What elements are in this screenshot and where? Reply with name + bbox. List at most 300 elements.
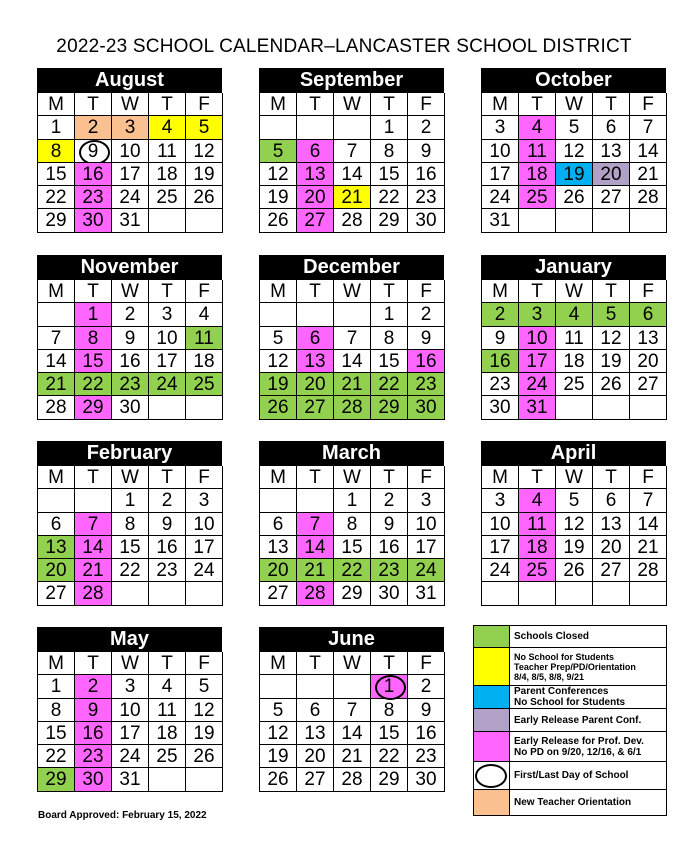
weekday-header: M xyxy=(260,93,297,116)
day-cell: 2 xyxy=(408,116,445,139)
weekday-header: F xyxy=(630,93,667,116)
day-cell: 19 xyxy=(186,722,223,745)
weekday-header: F xyxy=(408,93,445,116)
day-cell: 31 xyxy=(519,396,556,419)
legend-text xyxy=(510,732,666,761)
day-cell: 16 xyxy=(75,722,112,745)
day-cell: 31 xyxy=(482,209,519,232)
day-cell: 29 xyxy=(371,209,408,232)
month-grid xyxy=(259,279,444,420)
day-cell: 27 xyxy=(38,582,75,605)
empty-cell xyxy=(297,489,334,512)
empty-cell xyxy=(482,582,519,605)
day-cell: 23 xyxy=(408,373,445,396)
empty-cell xyxy=(75,489,112,512)
day-cell: 1 xyxy=(38,675,75,698)
day-cell: 22 xyxy=(38,745,75,768)
empty-cell xyxy=(630,396,667,419)
empty-cell xyxy=(260,489,297,512)
day-cell: 7 xyxy=(38,327,75,350)
weekday-header: T xyxy=(297,466,334,489)
weekday-header: T xyxy=(297,652,334,675)
day-cell: 14 xyxy=(334,722,371,745)
legend-line: No School for Students xyxy=(514,651,614,662)
day-cell: 26 xyxy=(186,745,223,768)
day-cell: 29 xyxy=(371,396,408,419)
day-cell: 24 xyxy=(186,559,223,582)
day-cell: 14 xyxy=(75,536,112,559)
day-cell: 12 xyxy=(556,140,593,163)
day-cell: 13 xyxy=(297,350,334,373)
day-cell: 4 xyxy=(519,489,556,512)
day-cell: 1 xyxy=(38,116,75,139)
day-cell: 23 xyxy=(75,745,112,768)
day-cell: 5 xyxy=(186,675,223,698)
day-cell: 12 xyxy=(260,722,297,745)
day-cell: 26 xyxy=(186,186,223,209)
day-cell: 27 xyxy=(297,209,334,232)
weekday-header: F xyxy=(186,466,223,489)
day-cell: 27 xyxy=(297,396,334,419)
day-cell: 6 xyxy=(593,116,630,139)
weekday-header: M xyxy=(38,652,75,675)
weekday-header: M xyxy=(260,652,297,675)
day-cell: 8 xyxy=(75,327,112,350)
day-cell: 21 xyxy=(38,373,75,396)
day-cell: 14 xyxy=(630,513,667,536)
empty-cell xyxy=(38,489,75,512)
weekday-header: W xyxy=(556,93,593,116)
day-cell: 2 xyxy=(408,303,445,326)
day-cell: 21 xyxy=(334,745,371,768)
day-cell: 14 xyxy=(334,350,371,373)
day-cell: 25 xyxy=(519,559,556,582)
day-cell: 9 xyxy=(408,327,445,350)
empty-cell xyxy=(186,396,223,419)
day-cell: 8 xyxy=(112,513,149,536)
legend-swatch xyxy=(474,762,510,789)
empty-cell xyxy=(186,209,223,232)
day-cell: 26 xyxy=(556,559,593,582)
day-cell: 9 xyxy=(75,140,112,163)
month-february xyxy=(37,441,222,606)
month-grid xyxy=(259,651,444,792)
day-cell: 18 xyxy=(149,163,186,186)
day-cell: 11 xyxy=(149,699,186,722)
legend-text xyxy=(510,790,666,815)
day-cell: 13 xyxy=(630,327,667,350)
day-cell: 24 xyxy=(112,745,149,768)
empty-cell xyxy=(556,396,593,419)
day-cell: 3 xyxy=(149,303,186,326)
empty-cell xyxy=(260,116,297,139)
weekday-header: M xyxy=(260,280,297,303)
empty-cell xyxy=(149,396,186,419)
weekday-header: T xyxy=(75,280,112,303)
day-cell: 13 xyxy=(260,536,297,559)
day-cell: 30 xyxy=(75,209,112,232)
day-cell: 2 xyxy=(75,116,112,139)
day-cell: 28 xyxy=(297,582,334,605)
month-name: May xyxy=(37,627,222,651)
month-grid xyxy=(481,465,666,606)
day-cell: 5 xyxy=(260,327,297,350)
weekday-header: W xyxy=(556,280,593,303)
day-cell: 1 xyxy=(112,489,149,512)
day-cell: 20 xyxy=(38,559,75,582)
day-cell: 7 xyxy=(75,513,112,536)
weekday-header: F xyxy=(408,652,445,675)
day-cell: 18 xyxy=(186,350,223,373)
month-november xyxy=(37,255,222,420)
day-cell: 20 xyxy=(297,373,334,396)
day-cell: 29 xyxy=(334,582,371,605)
day-cell: 24 xyxy=(482,186,519,209)
day-cell: 25 xyxy=(556,373,593,396)
day-cell: 10 xyxy=(482,140,519,163)
day-cell: 13 xyxy=(297,163,334,186)
day-cell: 24 xyxy=(482,559,519,582)
weekday-header: M xyxy=(482,466,519,489)
day-cell: 21 xyxy=(297,559,334,582)
weekday-header: T xyxy=(519,93,556,116)
day-cell: 19 xyxy=(260,373,297,396)
day-cell: 20 xyxy=(593,163,630,186)
day-cell: 4 xyxy=(519,116,556,139)
day-cell: 1 xyxy=(371,303,408,326)
day-cell: 9 xyxy=(482,327,519,350)
day-cell: 6 xyxy=(260,513,297,536)
day-cell: 8 xyxy=(38,140,75,163)
day-cell: 30 xyxy=(408,768,445,791)
weekday-header: W xyxy=(334,280,371,303)
day-cell: 11 xyxy=(519,140,556,163)
day-cell: 13 xyxy=(38,536,75,559)
month-name: March xyxy=(259,441,444,465)
month-grid xyxy=(37,465,222,606)
weekday-header: M xyxy=(482,93,519,116)
day-cell: 27 xyxy=(260,582,297,605)
legend-line: 8/4, 8/5, 8/8, 9/21 xyxy=(514,671,585,682)
day-cell: 8 xyxy=(334,513,371,536)
weekday-header: F xyxy=(186,652,223,675)
day-cell: 7 xyxy=(334,140,371,163)
legend-item xyxy=(474,626,667,648)
day-cell: 17 xyxy=(519,350,556,373)
weekday-header: F xyxy=(408,466,445,489)
day-cell: 16 xyxy=(112,350,149,373)
weekday-header: T xyxy=(75,466,112,489)
day-cell: 15 xyxy=(75,350,112,373)
day-cell: 23 xyxy=(408,186,445,209)
day-cell: 31 xyxy=(112,768,149,791)
day-cell: 10 xyxy=(519,327,556,350)
day-cell: 30 xyxy=(408,396,445,419)
day-cell: 23 xyxy=(408,745,445,768)
weekday-header: T xyxy=(593,280,630,303)
weekday-header: W xyxy=(112,652,149,675)
empty-cell xyxy=(556,582,593,605)
day-cell: 15 xyxy=(38,722,75,745)
day-cell: 17 xyxy=(112,722,149,745)
day-cell: 8 xyxy=(371,699,408,722)
legend-text xyxy=(510,648,666,685)
day-cell: 22 xyxy=(75,373,112,396)
day-cell: 16 xyxy=(408,350,445,373)
empty-cell xyxy=(593,209,630,232)
day-cell: 7 xyxy=(630,116,667,139)
month-name: January xyxy=(481,255,666,279)
day-cell: 1 xyxy=(371,675,408,698)
day-cell: 21 xyxy=(630,163,667,186)
empty-cell xyxy=(630,582,667,605)
day-cell: 23 xyxy=(75,186,112,209)
day-cell: 4 xyxy=(186,303,223,326)
weekday-header: T xyxy=(149,280,186,303)
day-cell: 1 xyxy=(371,116,408,139)
legend-line: New Teacher Orientation xyxy=(514,797,632,808)
empty-cell xyxy=(334,116,371,139)
day-cell: 22 xyxy=(371,186,408,209)
month-name: September xyxy=(259,68,444,92)
day-cell: 27 xyxy=(593,559,630,582)
day-cell: 10 xyxy=(112,699,149,722)
day-cell: 24 xyxy=(408,559,445,582)
day-cell: 16 xyxy=(75,163,112,186)
weekday-header: F xyxy=(186,93,223,116)
legend-item xyxy=(474,732,667,762)
day-cell: 10 xyxy=(112,140,149,163)
weekday-header: F xyxy=(186,280,223,303)
day-cell: 30 xyxy=(371,582,408,605)
day-cell: 12 xyxy=(260,163,297,186)
day-cell: 22 xyxy=(334,559,371,582)
day-cell: 13 xyxy=(593,513,630,536)
day-cell: 27 xyxy=(297,768,334,791)
weekday-header: M xyxy=(38,93,75,116)
page-title: 2022-23 SCHOOL CALENDAR–LANCASTER SCHOOL DISTRICT xyxy=(56,36,632,57)
day-cell: 18 xyxy=(519,163,556,186)
empty-cell xyxy=(186,582,223,605)
day-cell: 5 xyxy=(556,489,593,512)
day-cell: 19 xyxy=(556,536,593,559)
month-april xyxy=(481,441,666,606)
empty-cell xyxy=(149,768,186,791)
day-cell: 10 xyxy=(408,513,445,536)
month-grid xyxy=(259,92,444,233)
day-cell: 2 xyxy=(149,489,186,512)
day-cell: 10 xyxy=(149,327,186,350)
day-cell: 9 xyxy=(149,513,186,536)
legend-line: Early Release Parent Conf. xyxy=(514,714,642,726)
weekday-header: F xyxy=(408,280,445,303)
empty-cell xyxy=(334,303,371,326)
empty-cell xyxy=(260,675,297,698)
legend-line: Early Release for Prof. Dev. xyxy=(514,735,644,747)
day-cell: 8 xyxy=(38,699,75,722)
day-cell: 31 xyxy=(112,209,149,232)
day-cell: 3 xyxy=(408,489,445,512)
day-cell: 2 xyxy=(75,675,112,698)
weekday-header: T xyxy=(149,466,186,489)
day-cell: 15 xyxy=(334,536,371,559)
day-cell: 5 xyxy=(186,116,223,139)
legend-item xyxy=(474,686,667,709)
day-cell: 15 xyxy=(371,722,408,745)
day-cell: 13 xyxy=(297,722,334,745)
empty-cell xyxy=(297,303,334,326)
day-cell: 30 xyxy=(75,768,112,791)
day-cell: 19 xyxy=(593,350,630,373)
day-cell: 16 xyxy=(408,163,445,186)
day-cell: 19 xyxy=(260,186,297,209)
weekday-header: T xyxy=(297,280,334,303)
day-cell: 28 xyxy=(334,209,371,232)
day-cell: 7 xyxy=(334,327,371,350)
day-cell: 28 xyxy=(630,186,667,209)
day-cell: 4 xyxy=(556,303,593,326)
day-cell: 19 xyxy=(556,163,593,186)
day-cell: 16 xyxy=(149,536,186,559)
empty-cell xyxy=(297,116,334,139)
legend-line: No School for Students xyxy=(514,697,626,708)
month-grid xyxy=(259,465,444,606)
legend-swatch xyxy=(474,709,510,731)
day-cell: 6 xyxy=(297,327,334,350)
day-cell: 3 xyxy=(482,489,519,512)
month-january xyxy=(481,255,666,420)
empty-cell xyxy=(297,675,334,698)
empty-cell xyxy=(630,209,667,232)
day-cell: 11 xyxy=(519,513,556,536)
legend-text xyxy=(510,709,666,731)
day-cell: 15 xyxy=(112,536,149,559)
day-cell: 8 xyxy=(371,327,408,350)
day-cell: 2 xyxy=(371,489,408,512)
weekday-header: T xyxy=(593,93,630,116)
month-name: April xyxy=(481,441,666,465)
day-cell: 14 xyxy=(334,163,371,186)
day-cell: 6 xyxy=(38,513,75,536)
legend-line: First/Last Day of School xyxy=(514,770,629,781)
day-cell: 16 xyxy=(408,722,445,745)
day-cell: 18 xyxy=(519,536,556,559)
legend-item xyxy=(474,762,667,790)
day-cell: 17 xyxy=(149,350,186,373)
empty-cell xyxy=(260,303,297,326)
day-cell: 14 xyxy=(297,536,334,559)
day-cell: 15 xyxy=(371,350,408,373)
day-cell: 15 xyxy=(38,163,75,186)
legend-swatch xyxy=(474,686,510,708)
legend-line: Parent Conferences xyxy=(514,686,609,697)
day-cell: 13 xyxy=(593,140,630,163)
weekday-header: W xyxy=(112,280,149,303)
day-cell: 10 xyxy=(186,513,223,536)
weekday-header: M xyxy=(260,466,297,489)
legend-text xyxy=(510,686,666,708)
weekday-header: T xyxy=(371,652,408,675)
day-cell: 9 xyxy=(408,699,445,722)
day-cell: 6 xyxy=(630,303,667,326)
day-cell: 22 xyxy=(371,745,408,768)
month-name: February xyxy=(37,441,222,465)
day-cell: 2 xyxy=(482,303,519,326)
month-grid xyxy=(37,279,222,420)
day-cell: 11 xyxy=(556,327,593,350)
day-cell: 7 xyxy=(630,489,667,512)
month-may xyxy=(37,627,222,792)
weekday-header: W xyxy=(112,466,149,489)
day-cell: 22 xyxy=(371,373,408,396)
day-cell: 17 xyxy=(482,536,519,559)
legend-item xyxy=(474,790,667,816)
weekday-header: F xyxy=(630,280,667,303)
day-cell: 12 xyxy=(260,350,297,373)
day-cell: 9 xyxy=(371,513,408,536)
day-cell: 28 xyxy=(334,768,371,791)
weekday-header: W xyxy=(334,466,371,489)
weekday-header: W xyxy=(334,652,371,675)
weekday-header: W xyxy=(112,93,149,116)
day-cell: 28 xyxy=(334,396,371,419)
day-cell: 20 xyxy=(630,350,667,373)
weekday-header: T xyxy=(593,466,630,489)
month-october xyxy=(481,68,666,233)
legend xyxy=(473,625,667,816)
day-cell: 21 xyxy=(334,186,371,209)
day-cell: 4 xyxy=(149,675,186,698)
day-cell: 6 xyxy=(297,699,334,722)
weekday-header: T xyxy=(149,652,186,675)
day-cell: 31 xyxy=(408,582,445,605)
day-cell: 14 xyxy=(38,350,75,373)
day-cell: 29 xyxy=(38,209,75,232)
day-cell: 26 xyxy=(260,768,297,791)
day-cell: 3 xyxy=(186,489,223,512)
day-cell: 25 xyxy=(519,186,556,209)
day-cell: 26 xyxy=(556,186,593,209)
board-approved-note: Board Approved: February 15, 2022 xyxy=(38,810,207,821)
month-name: December xyxy=(259,255,444,279)
weekday-header: T xyxy=(75,93,112,116)
day-cell: 1 xyxy=(75,303,112,326)
legend-swatch xyxy=(474,732,510,761)
day-cell: 3 xyxy=(482,116,519,139)
day-cell: 17 xyxy=(408,536,445,559)
weekday-header: W xyxy=(334,93,371,116)
day-cell: 24 xyxy=(112,186,149,209)
empty-cell xyxy=(149,209,186,232)
day-cell: 11 xyxy=(186,327,223,350)
month-name: October xyxy=(481,68,666,92)
day-cell: 7 xyxy=(334,699,371,722)
day-cell: 16 xyxy=(371,536,408,559)
day-cell: 2 xyxy=(408,675,445,698)
day-cell: 23 xyxy=(482,373,519,396)
day-cell: 18 xyxy=(556,350,593,373)
day-cell: 6 xyxy=(593,489,630,512)
empty-cell xyxy=(593,582,630,605)
day-cell: 20 xyxy=(260,559,297,582)
day-cell: 27 xyxy=(630,373,667,396)
day-cell: 10 xyxy=(482,513,519,536)
day-cell: 19 xyxy=(260,745,297,768)
empty-cell xyxy=(112,582,149,605)
day-cell: 12 xyxy=(186,140,223,163)
day-cell: 9 xyxy=(408,140,445,163)
day-cell: 21 xyxy=(75,559,112,582)
